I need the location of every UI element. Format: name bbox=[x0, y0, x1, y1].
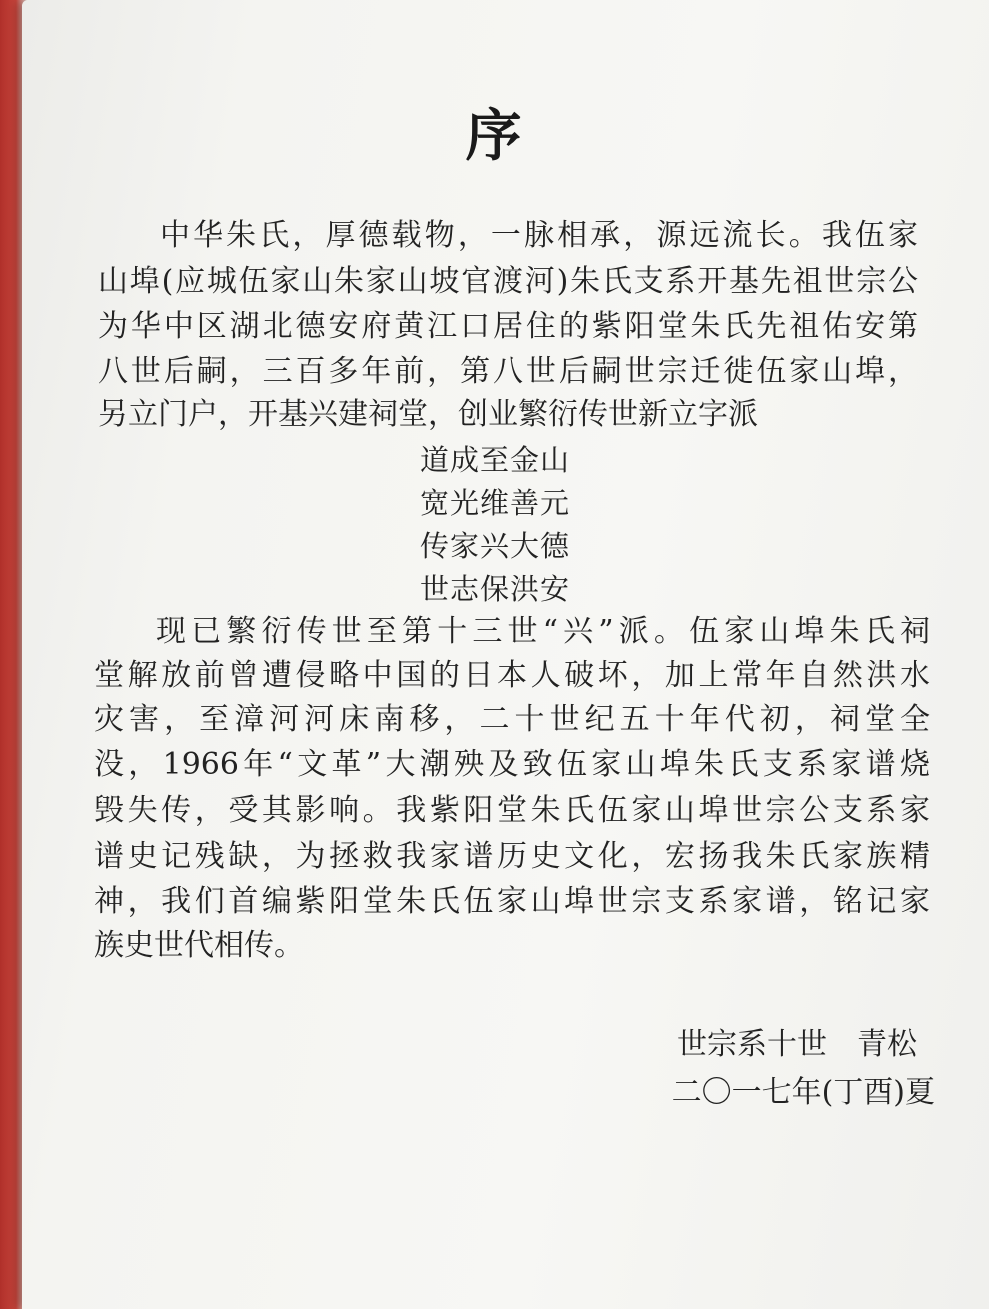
paragraph-2-line: 现已繁衍传世至第十三世“兴”派。伍家山埠朱氏祠 bbox=[156, 614, 930, 649]
paragraph-2-line: 堂解放前曾遭侵略中国的日本人破坏，加上常年自然洪水 bbox=[94, 658, 930, 693]
paragraph-2-line: 神，我们首编紫阳堂朱氏伍家山埠世宗支系家谱，铭记家 bbox=[94, 884, 930, 919]
paragraph-1-line: 山埠(应城伍家山朱家山坡官渡河)朱氏支系开基先祖世宗公 bbox=[98, 264, 918, 299]
signature-author: 世宗系十世 青松 bbox=[677, 1027, 917, 1062]
generation-verse-line: 道成至金山 bbox=[420, 443, 571, 477]
generation-verse-line: 传家兴大德 bbox=[420, 529, 571, 563]
paragraph-1-line: 八世后嗣，三百多年前，第八世后嗣世宗迁徙伍家山埠， bbox=[98, 354, 918, 389]
page-title: 序 bbox=[465, 103, 524, 169]
generation-verse-line: 宽光维善元 bbox=[420, 486, 571, 520]
generation-verse-line: 世志保洪安 bbox=[420, 572, 571, 606]
paragraph-2-line: 族史世代相传。 bbox=[94, 928, 304, 963]
signature-date: 二〇一七年(丁酉)夏 bbox=[671, 1075, 935, 1110]
paragraph-1-line: 另立门户，开基兴建祠堂，创业繁衍传世新立字派 bbox=[98, 397, 758, 432]
paragraph-2-line: 毁失传，受其影响。我紫阳堂朱氏伍家山埠世宗公支系家 bbox=[94, 793, 930, 828]
paragraph-2-line: 灾害，至漳河河床南移，二十世纪五十年代初，祠堂全 bbox=[94, 702, 930, 737]
paragraph-2-line: 谱史记残缺，为拯救我家谱历史文化，宏扬我朱氏家族精 bbox=[94, 839, 930, 874]
paragraph-2-line: 没，1966年“文革”大潮殃及致伍家山埠朱氏支系家谱烧 bbox=[94, 747, 930, 782]
paragraph-1-line: 中华朱氏，厚德载物，一脉相承，源远流长。我伍家 bbox=[160, 218, 918, 253]
paragraph-1-line: 为华中区湖北德安府黄江口居住的紫阳堂朱氏先祖佑安第 bbox=[98, 309, 918, 344]
